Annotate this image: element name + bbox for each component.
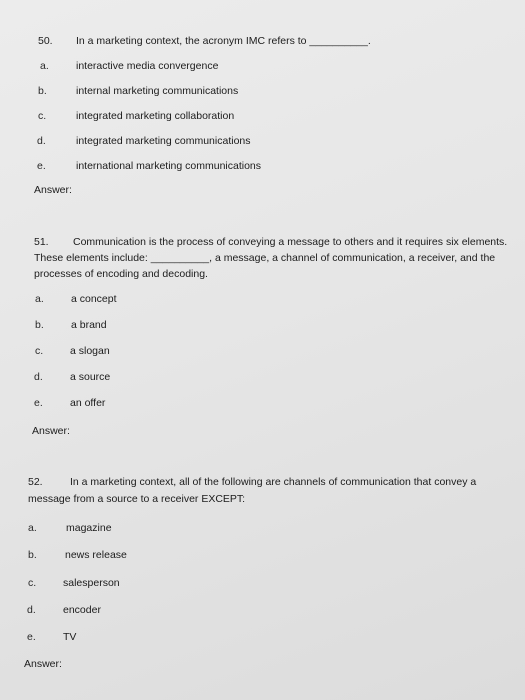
option-letter: c.: [35, 345, 44, 357]
option-text: integrated marketing collaboration: [76, 110, 235, 122]
option-text: encoder: [63, 604, 101, 616]
question-number: 51.: [34, 236, 49, 248]
option-text: a slogan: [70, 345, 110, 357]
option-text: magazine: [66, 522, 112, 534]
option-text: international marketing communications: [76, 160, 262, 172]
option-text: news release: [65, 549, 127, 561]
option-text: salesperson: [63, 577, 120, 589]
question-stem-line: In a marketing context, all of the following are channels of communication that convey a: [70, 476, 477, 488]
option-letter: c.: [28, 577, 37, 589]
option-letter: b.: [38, 85, 47, 97]
question-stem: In a marketing context, the acronym IMC refers to __________.: [76, 35, 371, 47]
option-letter: d.: [34, 371, 43, 383]
option-letter: e.: [34, 397, 43, 409]
option-text: interactive media convergence: [76, 60, 219, 72]
answer-label: Answer:: [32, 425, 70, 437]
option-letter: e.: [27, 631, 36, 643]
answer-label: Answer:: [24, 658, 62, 670]
option-letter: e.: [37, 160, 46, 172]
answer-label: Answer:: [34, 184, 72, 196]
question-stem-line: message from a source to a receiver EXCEPT:: [28, 493, 246, 505]
option-text: a brand: [71, 319, 107, 331]
option-letter: b.: [35, 319, 44, 331]
question-stem-line: Communication is the process of conveying a message to others and it requires six elements.: [73, 236, 508, 248]
option-text: internal marketing communications: [76, 85, 239, 97]
option-letter: d.: [37, 135, 46, 147]
option-letter: b.: [28, 549, 37, 561]
option-text: a source: [70, 371, 111, 383]
option-letter: a.: [40, 60, 49, 72]
option-text: an offer: [70, 397, 106, 409]
option-text: a concept: [71, 293, 117, 305]
option-text: integrated marketing communications: [76, 135, 251, 147]
option-letter: a.: [35, 293, 44, 305]
question-stem-line: processes of encoding and decoding.: [34, 268, 208, 280]
question-number: 52.: [28, 476, 43, 488]
question-number: 50.: [38, 35, 53, 47]
option-text: TV: [63, 631, 77, 643]
question-stem-line: These elements include: __________, a message, a channel of communication, a receiver, and the: [34, 252, 496, 264]
option-letter: a.: [28, 522, 37, 534]
option-letter: c.: [38, 110, 47, 122]
option-letter: d.: [27, 604, 36, 616]
